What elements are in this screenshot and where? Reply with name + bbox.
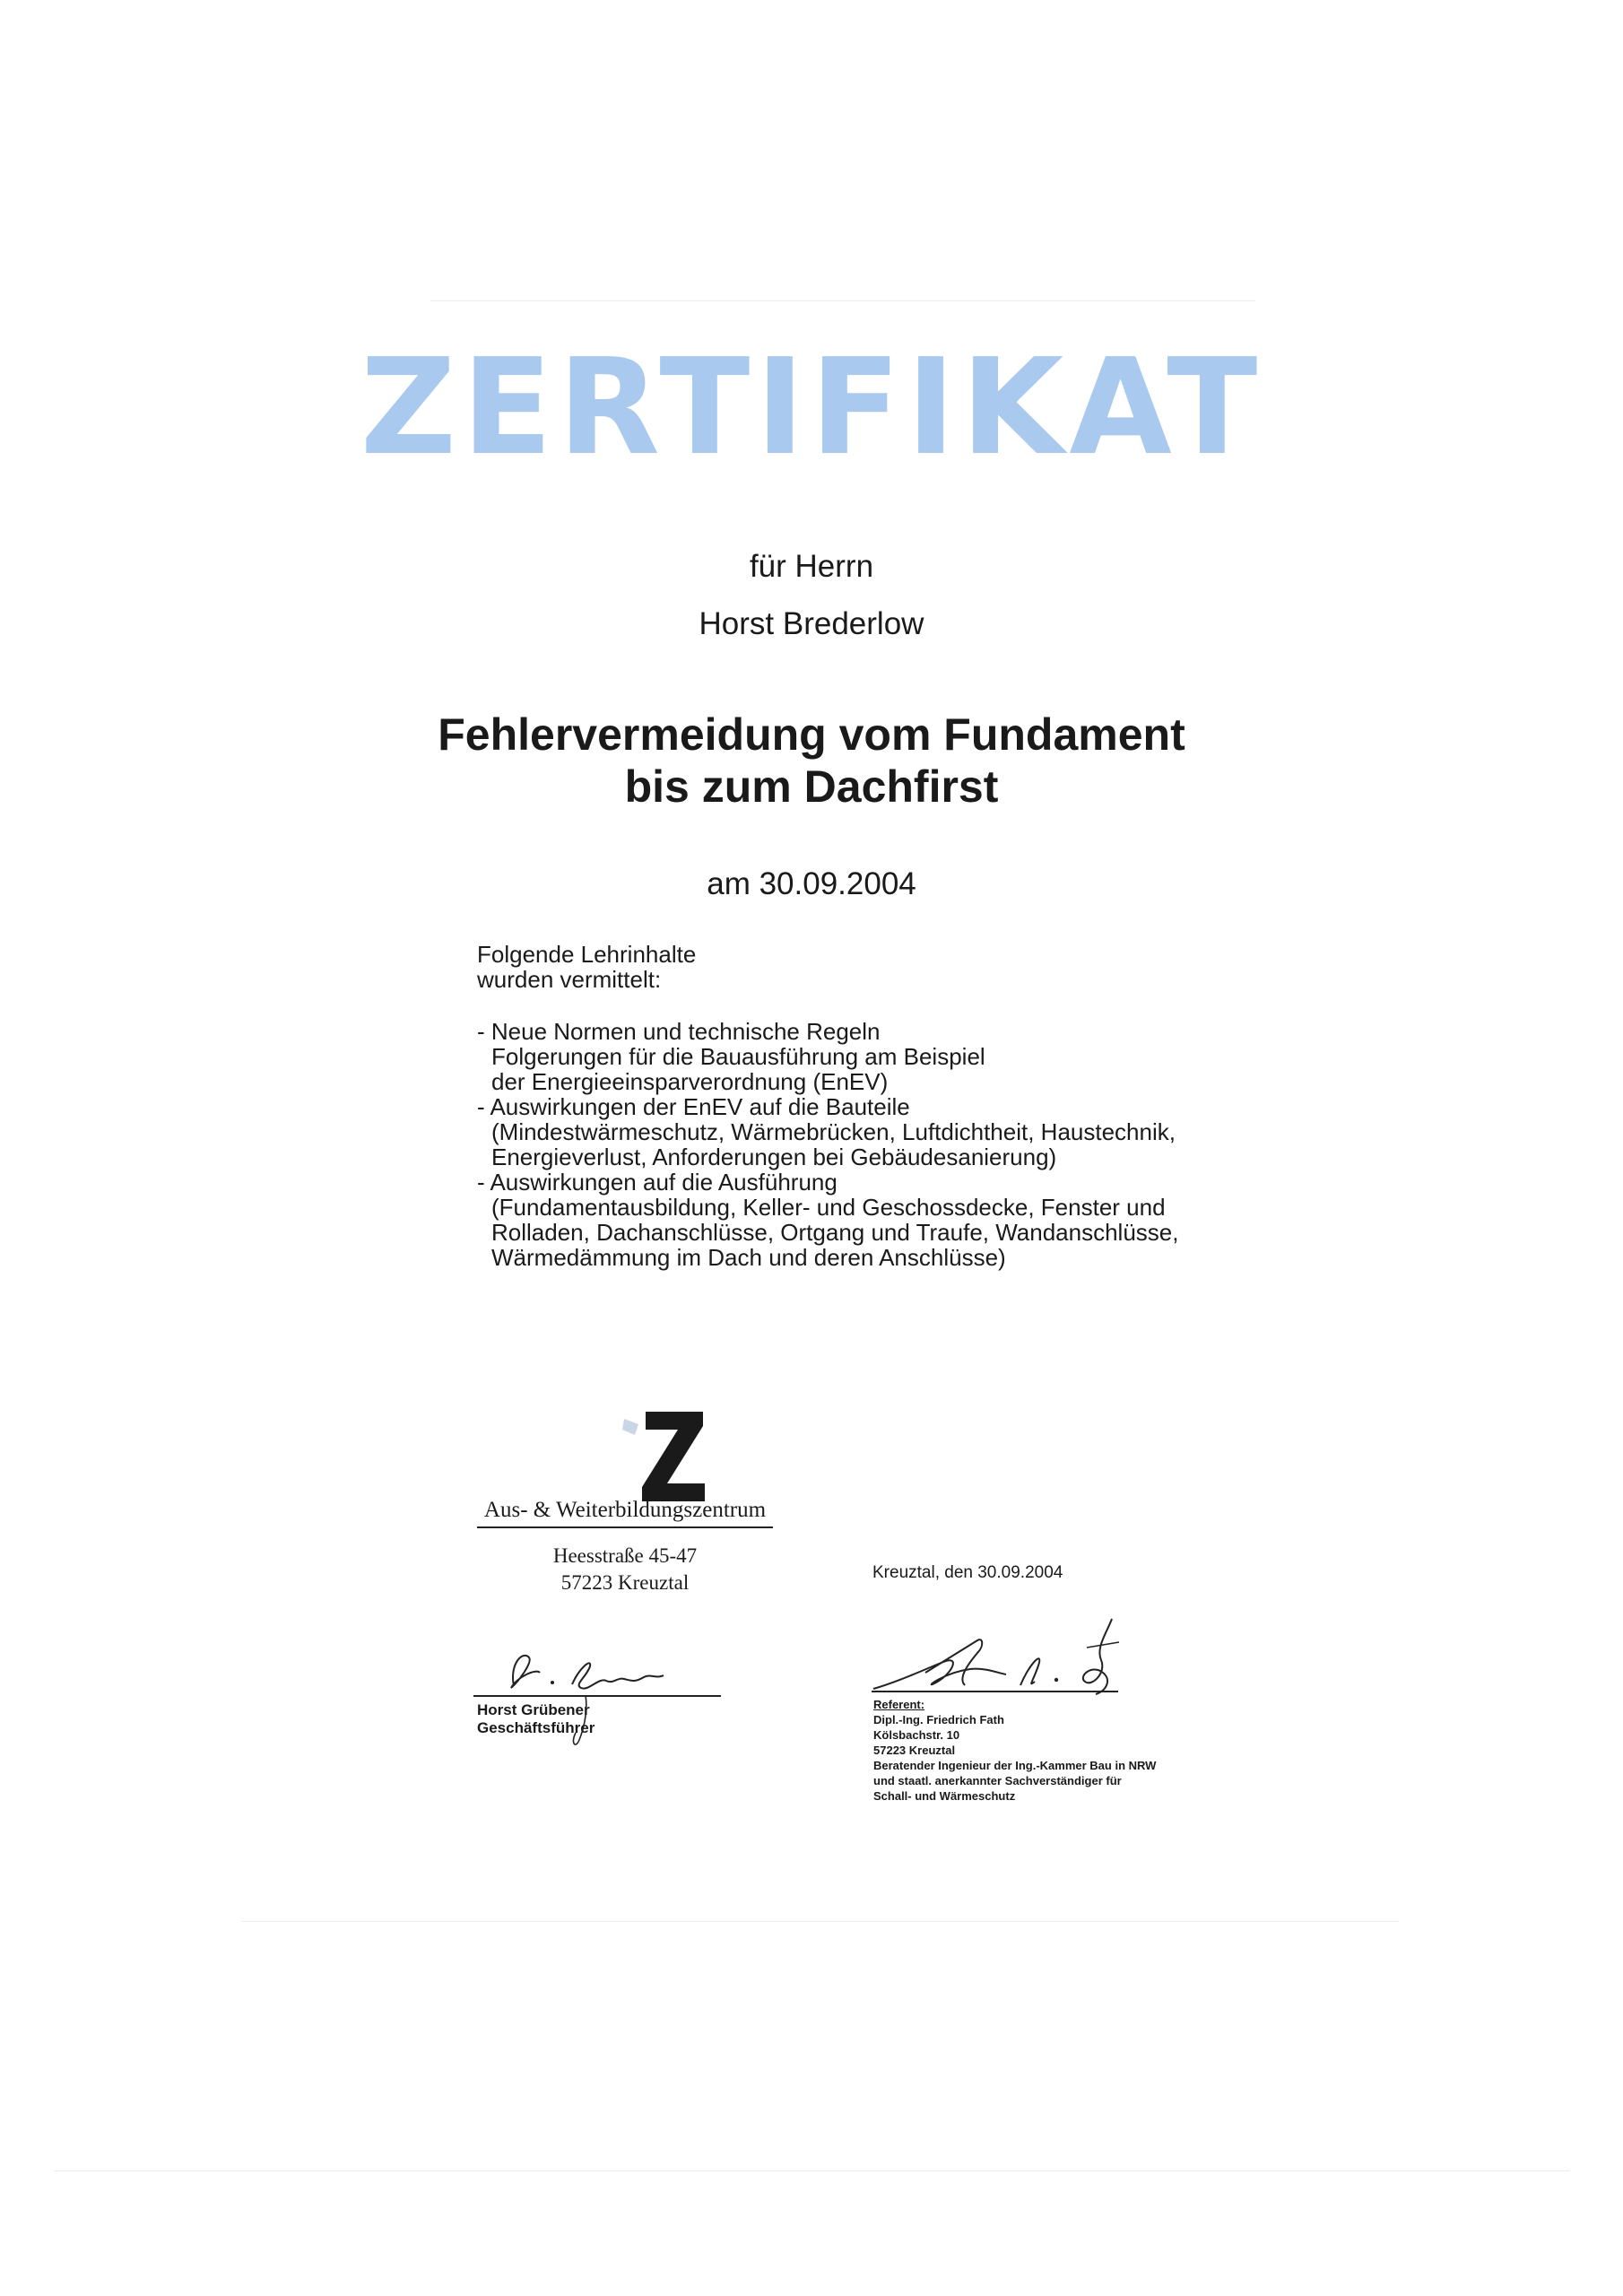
topic-item: - Auswirkungen der EnEV auf die Bauteile — [477, 1093, 910, 1120]
topic-item: Wärmedämmung im Dach und deren Anschlüsse) — [491, 1244, 1006, 1271]
course-content — [477, 942, 1212, 1270]
topic-item: Folgerungen für die Bauausführung am Beispiel — [491, 1043, 985, 1070]
referent-line: und staatl. anerkannter Sachverständiger für — [873, 1774, 1122, 1787]
topic-item: (Fundamentausbildung, Keller- und Geschossdecke, Fenster und — [491, 1194, 1166, 1221]
content-intro-line-1: Folgende Lehrinhalte — [477, 941, 697, 968]
scan-line-bottom — [242, 1921, 1399, 1922]
topic-item: (Mindestwärmeschutz, Wärmebrücken, Luftdichtheit, Haustechnik, — [491, 1118, 1176, 1145]
course-title-line-2: bis zum Dachfirst — [624, 761, 999, 812]
topic-item: - Auswirkungen auf die Ausführung — [477, 1169, 838, 1196]
topic-list — [477, 1019, 1212, 1270]
referent-line: Dipl.-Ing. Friedrich Fath — [873, 1713, 1004, 1726]
signature-block-left — [473, 1632, 725, 1776]
signature-line-right — [872, 1691, 1118, 1692]
topic-item: - Neue Normen und technische Regeln — [477, 1018, 881, 1045]
recipient-name: Horst Brederlow — [699, 606, 924, 641]
content-intro-line-2: wurden vermittelt: — [477, 966, 662, 993]
course-title-line-1: Fehlervermeidung vom Fundament — [438, 709, 1185, 760]
topic-item: Rolladen, Dachanschlüsse, Ortgang und Traufe, Wandanschlüsse, — [491, 1219, 1179, 1246]
signature-line-left — [473, 1695, 721, 1697]
institution-city: 57223 Kreuztal — [560, 1571, 690, 1594]
referent-label: Referent: — [873, 1698, 925, 1711]
course-title — [0, 709, 1623, 813]
referent-line: Kölsbachstr. 10 — [873, 1728, 960, 1742]
referent-line: Beratender Ingenieur der Ing.-Kammer Bau in NRW — [873, 1759, 1157, 1772]
signatory-left-name: Horst Grübener — [477, 1701, 590, 1718]
z-logo-icon — [621, 1408, 710, 1507]
scan-line-footer — [54, 2170, 1569, 2171]
course-date: am 30.09.2004 — [707, 866, 916, 901]
signatory-left-role: Geschäftsführer — [477, 1719, 595, 1736]
signature-block-right — [872, 1610, 1176, 1816]
institution-street: Heesstraße 45-47 — [552, 1544, 698, 1567]
referent-line: 57223 Kreuztal — [873, 1744, 956, 1757]
institution-name: Aus- & Weiterbildungszentrum — [477, 1498, 773, 1528]
referent-line: Schall- und Wärmeschutz — [873, 1789, 1016, 1803]
certificate-title: ZERTIFIKAT — [360, 330, 1263, 484]
topic-item: Energieverlust, Anforderungen bei Gebäudesanierung) — [491, 1144, 1057, 1170]
topic-item: der Energieeinsparverordnung (EnEV) — [491, 1068, 889, 1095]
scan-line-top — [430, 300, 1255, 301]
recipient-prefix: für Herrn — [749, 549, 874, 584]
place-date: Kreuztal, den 30.09.2004 — [872, 1563, 1063, 1582]
referent-details — [873, 1697, 1196, 1804]
